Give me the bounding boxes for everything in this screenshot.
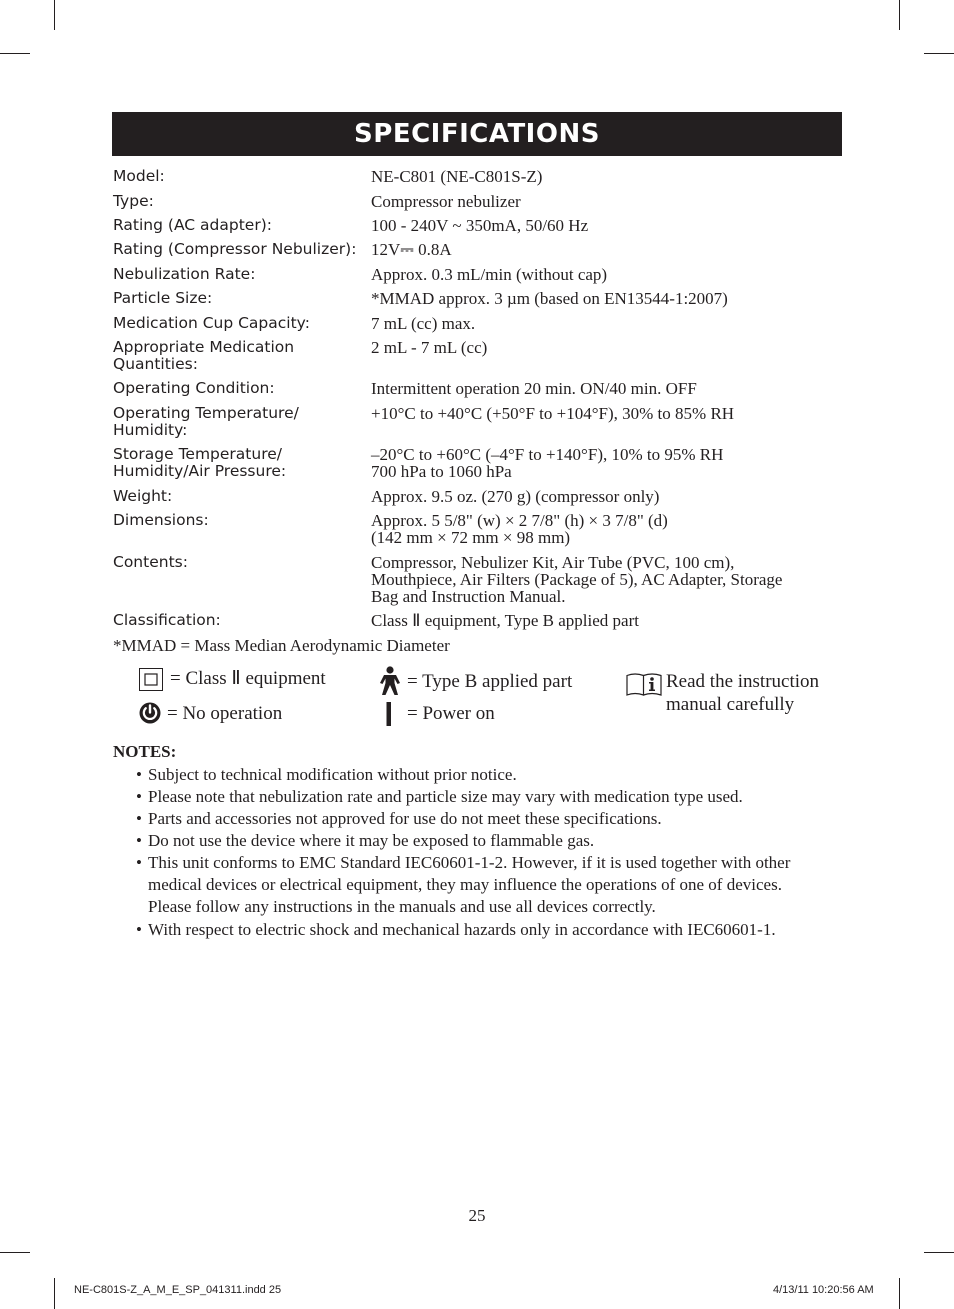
spec-value [371, 554, 841, 605]
note-bullet: • [136, 809, 142, 828]
note-text-line: With respect to electric shock and mechanical hazards only in accordance with IEC60601-1. [148, 920, 776, 939]
spec-label [113, 512, 363, 529]
note-text [148, 808, 662, 830]
no-operation-label: = No operation [167, 703, 283, 724]
spec-value [371, 290, 841, 307]
spec-value-line: (142 mm × 72 mm × 98 mm) [371, 528, 571, 547]
note-text [148, 764, 517, 786]
slug-filename: NE-C801S-Z_A_M_E_SP_041311.indd 25 [74, 1284, 282, 1296]
spec-value-line: +10°C to +40°C (+50°F to +104°F), 30% to 85% RH [371, 404, 735, 423]
standby-power-icon [139, 701, 161, 724]
spec-label-line: Weight: [113, 487, 173, 505]
class-2-equipment-label: = Class Ⅱ equipment [170, 668, 326, 689]
spec-label-line: Dimensions: [113, 511, 209, 529]
spec-value-line: Approx. 0.3 mL/min (without cap) [371, 265, 608, 284]
spec-value-line: Approx. 9.5 oz. (270 g) (compressor only) [371, 487, 660, 506]
slug-timestamp: 4/13/11 10:20:56 AM [773, 1284, 874, 1296]
read-manual-label-line: Read the instruction [666, 671, 820, 692]
spec-value-line: 2 mL - 7 mL (cc) [371, 338, 488, 357]
type-b-applied-part-label: = Type B applied part [407, 671, 573, 692]
spec-label [113, 266, 363, 283]
crop-mark [0, 53, 30, 54]
spec-label [113, 405, 363, 439]
spec-value-line: 7 mL (cc) max. [371, 314, 476, 333]
spec-value [371, 217, 841, 234]
note-text [148, 786, 743, 808]
page-title: SPECIFICATIONS [354, 119, 600, 149]
spec-value-line: NE-C801 (NE-C801S-Z) [371, 167, 543, 186]
spec-label-line: Rating (Compressor Nebulizer): [113, 240, 357, 258]
spec-label [113, 612, 363, 629]
spec-value-line: Approx. 5 5/8" (w) × 2 7/8" (h) × 3 7/8" (d) [371, 511, 668, 530]
spec-label-line: Model: [113, 167, 165, 185]
note-bullet: • [136, 831, 142, 850]
spec-label [113, 241, 363, 258]
spec-value-line: Bag and Instruction Manual. [371, 587, 566, 606]
crop-mark [924, 1252, 954, 1253]
spec-value-line: Compressor nebulizer [371, 192, 521, 211]
spec-label-line: Storage Temperature/ [113, 445, 282, 463]
mmad-footnote: *MMAD = Mass Median Aerodynamic Diameter [113, 636, 450, 655]
spec-label-line: Rating (AC adapter): [113, 216, 272, 234]
spec-label-line: Classification: [113, 611, 221, 629]
spec-label [113, 488, 363, 505]
spec-value-line: Intermittent operation 20 min. ON/40 min. OFF [371, 379, 697, 398]
power-on-icon [385, 702, 393, 726]
spec-value [371, 315, 841, 332]
spec-label-line: Humidity/Air Pressure: [113, 462, 287, 480]
spec-value-line: Compressor, Nebulizer Kit, Air Tube (PVC, 100 cm), [371, 553, 735, 572]
note-text-line: Subject to technical modification without prior notice. [148, 765, 517, 784]
spec-value [371, 512, 841, 546]
spec-label [113, 446, 363, 480]
spec-value [371, 446, 841, 480]
note-bullet: • [136, 765, 142, 784]
spec-label [113, 380, 363, 397]
spec-label-line: Operating Temperature/ [113, 404, 299, 422]
spec-label [113, 168, 363, 185]
crop-mark [924, 53, 954, 54]
note-text-line: Do not use the device where it may be exposed to flammable gas. [148, 831, 595, 850]
note-text-line: Parts and accessories not approved for use do not meet these specifications. [148, 809, 662, 828]
spec-label [113, 193, 363, 210]
spec-value-line: 12V⎓ 0.8A [371, 240, 452, 259]
crop-mark [899, 1278, 900, 1309]
crop-mark [899, 0, 900, 30]
spec-value [371, 612, 841, 629]
spec-label-line: Appropriate Medication [113, 338, 295, 356]
spec-label-line: Contents: [113, 553, 188, 571]
spec-value-line: 100 - 240V ~ 350mA, 50/60 Hz [371, 216, 589, 235]
note-text-line: This unit conforms to EMC Standard IEC60601-1-2. However, if it is used together with other [148, 853, 791, 872]
spec-value-line: *MMAD approx. 3 µm (based on EN13544-1:2007) [371, 289, 728, 308]
spec-label [113, 339, 363, 373]
note-text-line: Please note that nebulization rate and particle size may vary with medication type used. [148, 787, 743, 806]
read-manual-label-line: manual carefully [666, 694, 795, 715]
spec-value-line: –20°C to +60°C (–4°F to +140°F), 10% to 95% RH [371, 445, 724, 464]
spec-label [113, 217, 363, 234]
spec-value-line: Class Ⅱ equipment, Type B applied part [371, 611, 639, 630]
note-text [148, 852, 790, 918]
note-bullet: • [136, 920, 142, 939]
spec-value [371, 193, 841, 210]
spec-label-line: Humidity: [113, 421, 188, 439]
spec-label-line: Operating Condition: [113, 379, 275, 397]
spec-label-line: Type: [113, 192, 154, 210]
read-manual-icon [626, 672, 662, 696]
note-text [148, 830, 594, 852]
power-on-label: = Power on [407, 703, 495, 724]
spec-label-line: Medication Cup Capacity: [113, 314, 310, 332]
spec-value [371, 241, 841, 258]
spec-value [371, 405, 841, 422]
spec-value-line: 700 hPa to 1060 hPa [371, 462, 512, 481]
note-text [148, 919, 776, 941]
spec-label-line: Particle Size: [113, 289, 213, 307]
spec-label [113, 554, 363, 571]
spec-value [371, 339, 841, 356]
spec-value [371, 380, 841, 397]
spec-value-line: Mouthpiece, Air Filters (Package of 5), AC Adapter, Storage [371, 570, 783, 589]
page-number: 25 [468, 1206, 486, 1225]
spec-value [371, 266, 841, 283]
spec-label [113, 315, 363, 332]
spec-label-line: Nebulization Rate: [113, 265, 256, 283]
note-bullet: • [136, 787, 142, 806]
crop-mark [54, 1278, 55, 1309]
crop-mark [54, 0, 55, 30]
type-b-applied-part-icon [378, 666, 402, 696]
note-text-line: medical devices or electrical equipment, they may influence the operations of one of devices. [148, 875, 782, 894]
crop-mark [0, 1252, 30, 1253]
spec-value [371, 488, 841, 505]
spec-label-line: Quantities: [113, 355, 198, 373]
spec-label [113, 290, 363, 307]
notes-heading: NOTES: [113, 742, 177, 761]
spec-value [371, 168, 841, 185]
class-2-equipment-icon [139, 668, 163, 691]
note-text-line: Please follow any instructions in the manuals and use all devices correctly. [148, 897, 656, 916]
read-manual-label [666, 670, 819, 716]
section-title-bar [112, 112, 842, 156]
note-bullet: • [136, 853, 142, 872]
